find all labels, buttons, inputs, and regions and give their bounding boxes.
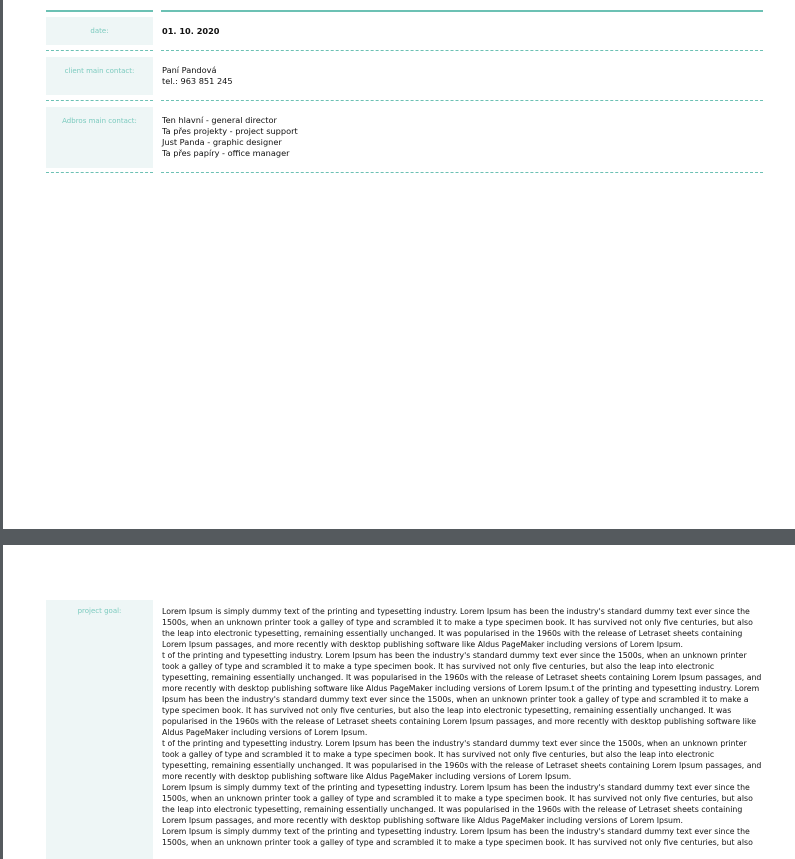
- row-divider: [46, 172, 153, 173]
- value-column-top-line: [161, 10, 763, 12]
- client-contact-label: client main contact:: [46, 57, 153, 95]
- document-page-2: [3, 545, 795, 859]
- project-goal-row: [46, 600, 763, 859]
- adbros-contact-item: Ten hlavní - general director: [162, 115, 277, 125]
- goal-paragraph: Lorem Ipsum is simply dummy text of the printing and typesetting industry. Lorem Ipsum has been the industry's standard dummy text ever since the 1500s, when an unknown printer took a galley of type and scrambled it to make a type specimen book. It has survived not only five centuries, but also the leap into electronic typesetting, remaining essentially unchanged. It was popularised in the 1960s with the release of Letraset sheets containing Lorem Ipsum passages, and more recently with desktop publishing software like Aldus PageMaker including versions of Lorem Ipsum.: [162, 607, 753, 649]
- goal-paragraph: Lorem Ipsum is simply dummy text of the printing and typesetting industry. Lorem Ipsum has been the industry's standard dummy text ever since the 1500s, when an unknown printer took a galley of type and scrambled it to make a type specimen book. It has survived not only five centuries, but also: [162, 827, 753, 847]
- project-goal-label: project goal:: [46, 600, 153, 859]
- row-divider: [161, 50, 763, 51]
- date-row: [46, 17, 763, 45]
- client-contact-row: [46, 57, 763, 95]
- label-column-top-line: [46, 10, 153, 12]
- row-divider: [161, 172, 763, 173]
- adbros-contact-item: Ta přes projekty - project support: [162, 126, 298, 136]
- date-label: date:: [46, 17, 153, 45]
- row-divider: [161, 100, 763, 101]
- goal-paragraph: t of the printing and typesetting industry. Lorem Ipsum has been the industry's standard dummy text ever since the 1500s, when an unknown printer took a galley of type and scrambled it to make a type specimen book. It has survived not only five centuries, but also the leap into electronic typesetting, remaining essentially unchanged. It was popularised in the 1960s with the release of Letraset sheets containing Lorem Ipsum passages, and more recently with desktop publishing software like Aldus PageMaker including versions of Lorem Ipsum.: [162, 739, 762, 781]
- project-goal-text: [162, 606, 763, 848]
- adbros-contact-row: [46, 107, 763, 168]
- client-name: Paní Pandová: [162, 65, 217, 75]
- adbros-contact-item: Just Panda - graphic designer: [162, 137, 282, 147]
- adbros-contact-item: Ta přes papíry - office manager: [162, 148, 290, 158]
- goal-paragraph: t of the printing and typesetting industry. Lorem Ipsum has been the industry's standard dummy text ever since the 1500s, when an unknown printer took a galley of type and scrambled it to make a type specimen book. It has survived not only five centuries, but also the leap into electronic typesetting, remaining essentially unchanged. It was popularised in the 1960s with the release of Letraset sheets containing Lorem Ipsum passages, and more recently with desktop publishing software like Aldus PageMaker including versions of Lorem Ipsum.t of the printing and typesetting industry. Lorem Ipsum has been the industry's standard dummy text ever since the 1500s, when an unknown printer took a galley of type and scrambled it to make a type specimen book. It has survived not only five centuries, but also the leap into electronic typesetting, remaining essentially unchanged. It was popularised in the 1960s with the release of Letraset sheets containing Lorem Ipsum passages, and more recently with desktop publishing software like Aldus PageMaker including versions of Lorem Ipsum.: [162, 651, 762, 737]
- date-value: 01. 10. 2020: [162, 26, 220, 36]
- row-divider: [46, 50, 153, 51]
- client-phone: tel.: 963 851 245: [162, 76, 233, 86]
- client-contact-value: [162, 65, 763, 87]
- document-page-1: [3, 0, 795, 529]
- adbros-contact-list: [162, 115, 763, 159]
- goal-paragraph: Lorem Ipsum is simply dummy text of the printing and typesetting industry. Lorem Ipsum has been the industry's standard dummy text ever since the 1500s, when an unknown printer took a galley of type and scrambled it to make a type specimen book. It has survived not only five centuries, but also the leap into electronic typesetting, remaining essentially unchanged. It was popularised in the 1960s with the release of Letraset sheets containing Lorem Ipsum passages, and more recently with desktop publishing software like Aldus PageMaker including versions of Lorem Ipsum.: [162, 783, 753, 825]
- row-divider: [46, 100, 153, 101]
- adbros-contact-label: Adbros main contact:: [46, 107, 153, 168]
